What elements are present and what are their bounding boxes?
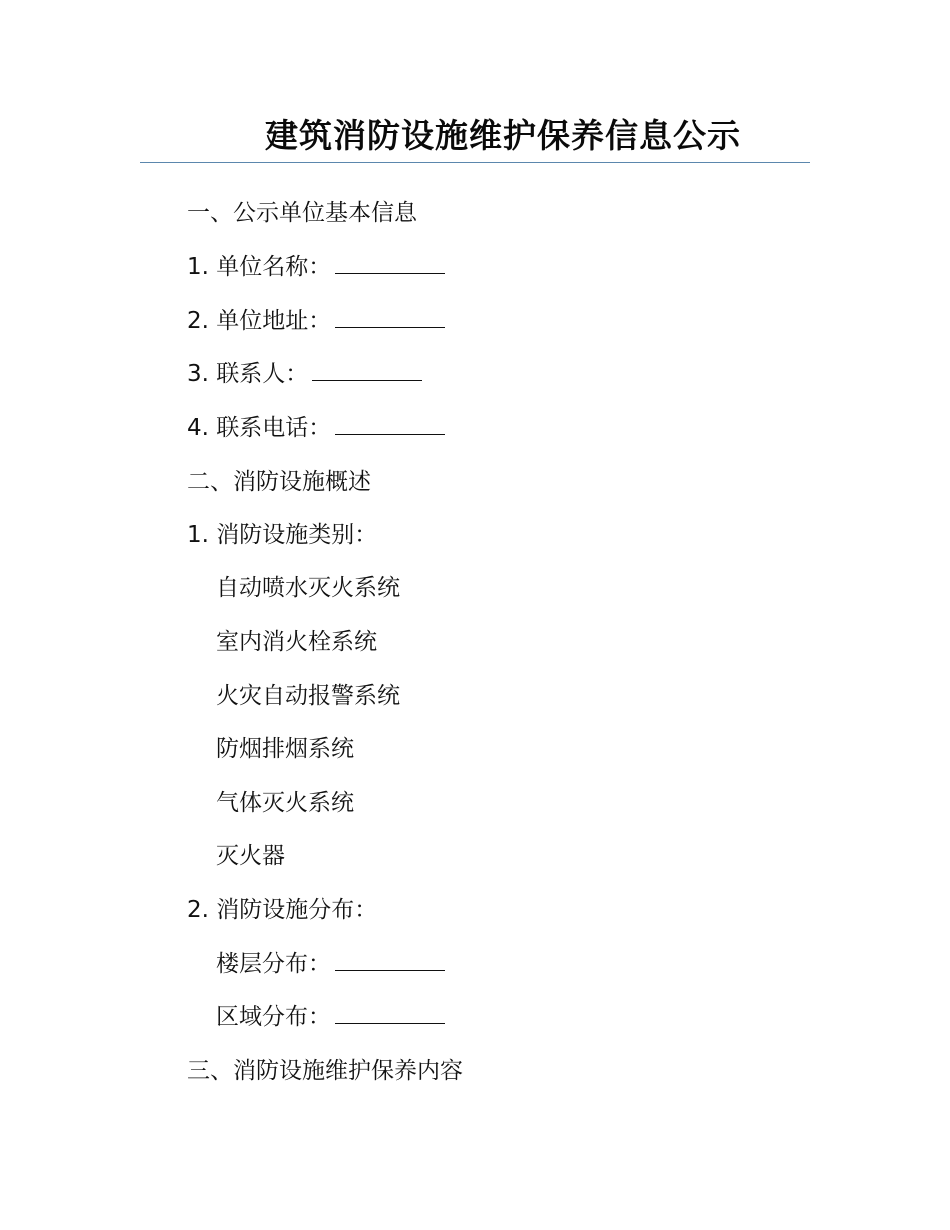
field-floor-distribution (216, 948, 445, 980)
fill-in-blank (335, 305, 445, 328)
category-item: 防烟排烟系统 (216, 736, 354, 762)
field-label: 区域分布： (216, 1004, 331, 1030)
field-unit-name (187, 251, 445, 283)
category-item: 室内消火栓系统 (216, 629, 377, 655)
fill-in-blank (335, 251, 445, 274)
category-item: 自动喷水灭火系统 (216, 575, 400, 601)
field-label: 3. 联系人： (187, 361, 309, 387)
category-item: 火灾自动报警系统 (216, 683, 400, 709)
section-heading-overview: 二、消防设施概述 (187, 469, 371, 495)
field-label: 4. 联系电话： (187, 415, 332, 441)
fill-in-blank (335, 1001, 445, 1024)
category-item: 灭火器 (216, 843, 285, 869)
field-area-distribution (216, 1001, 445, 1033)
categories-label: 1. 消防设施类别： (187, 522, 378, 548)
field-unit-address (187, 305, 445, 337)
section-heading-maintenance: 三、消防设施维护保养内容 (187, 1058, 463, 1084)
field-contact-person (187, 358, 422, 390)
section-heading-basic-info: 一、公示单位基本信息 (187, 200, 417, 226)
category-item: 气体灭火系统 (216, 790, 354, 816)
field-label: 2. 单位地址： (187, 308, 332, 334)
document-title: 建筑消防设施维护保养信息公示 (265, 116, 741, 155)
title-divider (140, 162, 810, 163)
fill-in-blank (312, 358, 422, 381)
field-label: 楼层分布： (216, 951, 331, 977)
field-contact-phone (187, 412, 445, 444)
fill-in-blank (335, 948, 445, 971)
fill-in-blank (335, 412, 445, 435)
field-label: 1. 单位名称： (187, 254, 332, 280)
distribution-label: 2. 消防设施分布： (187, 897, 378, 923)
